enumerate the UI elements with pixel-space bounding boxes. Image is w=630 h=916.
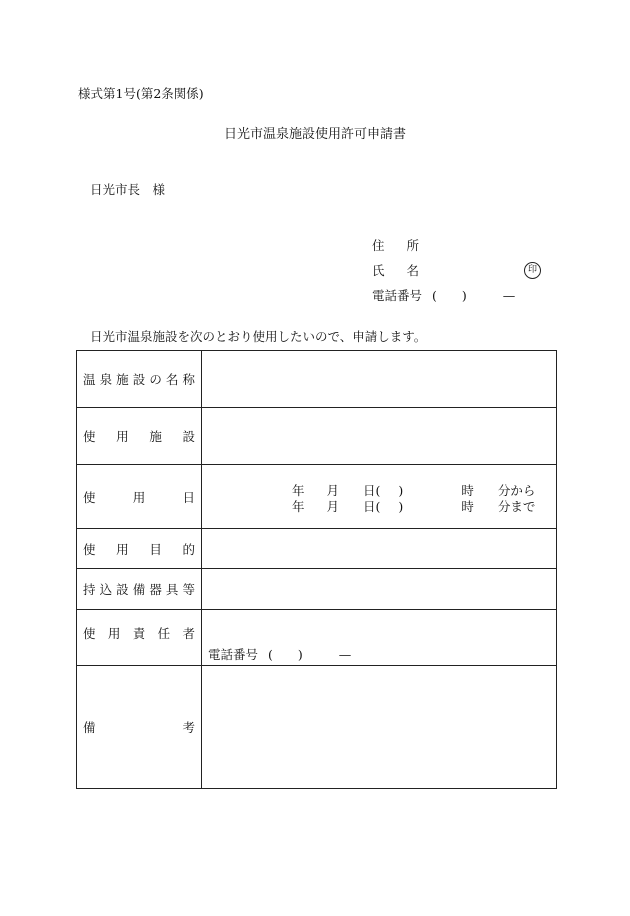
field-remarks[interactable] [202,666,557,789]
seal-mark: 印 [524,260,541,279]
field-use-date[interactable] [202,465,557,529]
row-use-date [77,465,557,529]
address-label: 住 所 [372,238,420,253]
date-line-end: 年 月 日( ) 時 分まで [292,499,536,514]
field-responsible[interactable] [202,610,557,666]
row-facility-name [77,351,557,408]
label-facility-name: 温 泉 施 設 の 名 称 [77,351,202,408]
form-number: 様式第1号(第2条関係) [78,86,204,101]
name-label: 氏 名 [372,263,420,278]
field-equipment[interactable] [202,569,557,610]
row-purpose [77,529,557,569]
field-facility-name[interactable] [202,351,557,408]
label-purpose: 使 用 目 的 [77,529,202,569]
document-title: 日光市温泉施設使用許可申請書 [223,127,406,142]
date-line-start: 年 月 日( ) 時 分から [292,483,536,498]
row-responsible [77,610,557,666]
applicant-phone: 電話番号 ( ) — [372,288,516,303]
addressee: 日光市長 様 [90,182,166,197]
label-facility: 使 用 施 設 [77,408,202,465]
label-remarks: 備 考 [77,666,202,789]
label-use-date: 使 用 日 [77,465,202,529]
field-facility[interactable] [202,408,557,465]
row-remarks [77,666,557,789]
application-table [76,350,557,789]
intro-text: 日光市温泉施設を次のとおり使用したいので、申請します。 [90,329,427,344]
label-responsible: 使 用 責 任 者 [77,610,202,666]
field-purpose[interactable] [202,529,557,569]
row-facility [77,408,557,465]
label-equipment: 持 込 設 備 器 具 等 [77,569,202,610]
row-equipment [77,569,557,610]
responsible-phone: 電話番号 ( ) — [208,647,352,662]
